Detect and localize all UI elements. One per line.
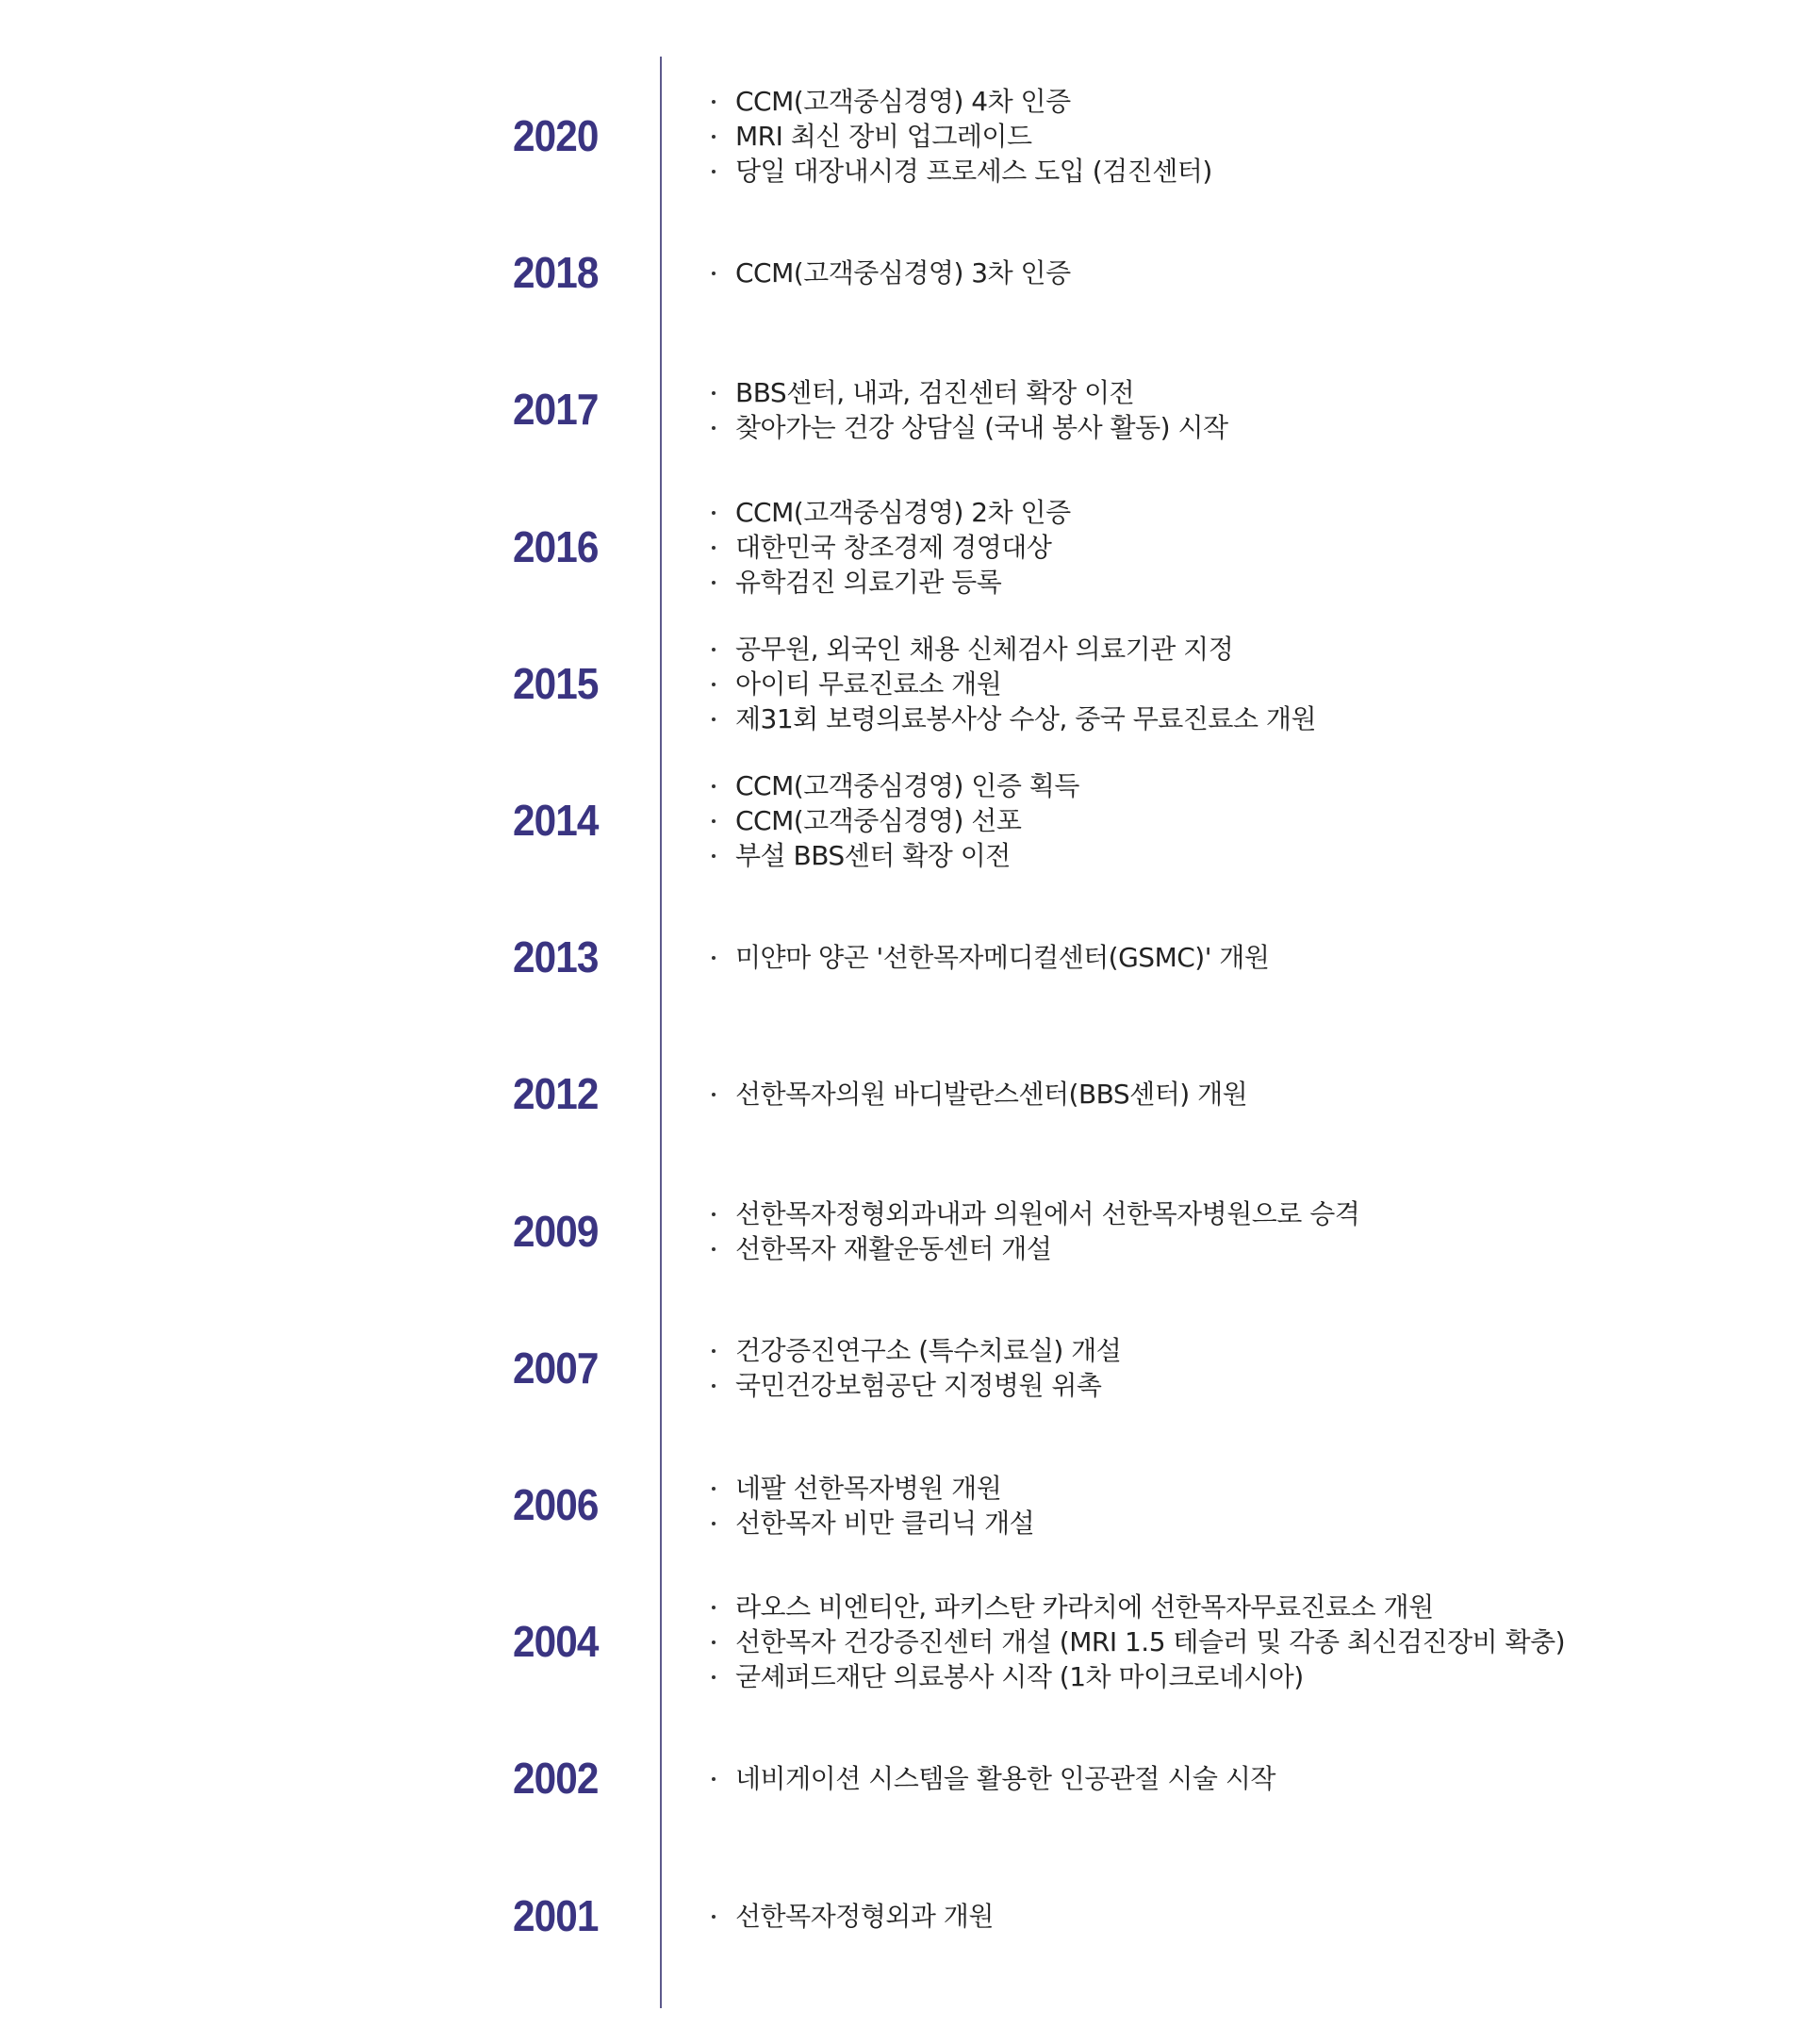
- timeline-year: 2017: [513, 385, 599, 435]
- bullet-dot-icon: [712, 391, 716, 395]
- bullet-dot-icon: [712, 854, 716, 858]
- timeline-event: [709, 701, 1316, 736]
- bullet-dot-icon: [712, 170, 716, 173]
- timeline-event: [709, 1624, 1565, 1659]
- timeline-event-text: 제31회 보령의료봉사상 수상, 중국 무료진료소 개원: [735, 702, 1316, 734]
- timeline-year: 2007: [513, 1343, 599, 1393]
- bullet-dot-icon: [712, 426, 716, 430]
- bullet-dot-icon: [712, 272, 716, 275]
- timeline-entry: [0, 616, 1810, 752]
- timeline-event-list: [709, 341, 1228, 478]
- bullet-dot-icon: [712, 956, 716, 960]
- timeline-event-list: [709, 1437, 1034, 1574]
- timeline-year: 2009: [513, 1206, 599, 1256]
- timeline-event-text: 네비게이션 시스템을 활용한 인공관절 시술 시작: [735, 1763, 1275, 1795]
- timeline-year: 2016: [513, 521, 599, 571]
- timeline-entry: [0, 1163, 1810, 1300]
- timeline-event-text: 아이티 무료진료소 개원: [735, 668, 1002, 700]
- timeline-entry: [0, 1574, 1810, 1710]
- bullet-dot-icon: [712, 1915, 716, 1919]
- timeline-event-text: CCM(고객중심경영) 4차 인증: [735, 86, 1071, 117]
- timeline-event-text: 공무원, 외국인 채용 신체검사 의료기관 지정: [735, 633, 1234, 665]
- timeline-event-text: 선한목자정형외과내과 의원에서 선한목자병원으로 승격: [735, 1198, 1360, 1230]
- bullet-dot-icon: [712, 1093, 716, 1096]
- bullet-dot-icon: [712, 1247, 716, 1251]
- timeline-event: [709, 375, 1228, 410]
- timeline-entry: [0, 479, 1810, 616]
- timeline-year: 2012: [513, 1069, 599, 1119]
- timeline-event: [709, 1077, 1247, 1112]
- timeline-event-text: CCM(고객중심경영) 인증 획득: [735, 770, 1079, 801]
- timeline-entry: [0, 341, 1810, 478]
- timeline-event: [709, 1471, 1034, 1506]
- timeline-event: [709, 667, 1316, 701]
- timeline-event: [709, 632, 1316, 667]
- bullet-dot-icon: [712, 819, 716, 823]
- timeline-event-text: 건강증진연구소 (특수치료실) 개설: [735, 1335, 1122, 1367]
- timeline-event-list: [709, 205, 1071, 341]
- timeline-event: [709, 1196, 1359, 1231]
- timeline-event: [709, 530, 1071, 565]
- bullet-dot-icon: [712, 1384, 716, 1388]
- timeline-event: [709, 1590, 1565, 1624]
- timeline-event: [709, 256, 1071, 290]
- timeline-event-list: [709, 616, 1316, 752]
- bullet-dot-icon: [712, 1522, 716, 1525]
- timeline-event: [709, 838, 1079, 873]
- timeline-event: [709, 768, 1079, 803]
- timeline-event-text: 선한목자 건강증진센터 개설 (MRI 1.5 테슬러 및 각종 최신검진장비 확충): [735, 1626, 1566, 1658]
- timeline-event-text: 선한목자 재활운동센터 개설: [735, 1233, 1052, 1265]
- bullet-dot-icon: [712, 717, 716, 721]
- timeline-event-text: 부설 BBS센터 확장 이전: [735, 840, 1011, 871]
- timeline-year: 2014: [513, 796, 599, 845]
- timeline-event: [709, 154, 1212, 189]
- bullet-dot-icon: [712, 1640, 716, 1644]
- bullet-dot-icon: [712, 1487, 716, 1491]
- timeline-event-list: [709, 1574, 1565, 1710]
- timeline-event: [709, 84, 1212, 119]
- timeline-entry: [0, 889, 1810, 1026]
- timeline-entry: [0, 1710, 1810, 1847]
- timeline-event: [709, 565, 1071, 600]
- bullet-dot-icon: [712, 683, 716, 686]
- bullet-dot-icon: [712, 546, 716, 550]
- timeline-event-text: CCM(고객중심경영) 선포: [735, 805, 1022, 836]
- timeline-year: 2002: [513, 1754, 599, 1804]
- timeline-event-text: 굳셰퍼드재단 의료봉사 시작 (1차 마이크로네시아): [735, 1661, 1304, 1693]
- bullet-dot-icon: [712, 648, 716, 651]
- bullet-dot-icon: [712, 100, 716, 104]
- timeline-event-text: 선한목자의원 바디발란스센터(BBS센터) 개원: [735, 1079, 1248, 1111]
- timeline-year: 2015: [513, 658, 599, 708]
- timeline-event-list: [709, 1163, 1359, 1300]
- timeline-event: [709, 119, 1212, 154]
- timeline-event-text: 미얀마 양곤 '선한목자메디컬센터(GSMC)' 개원: [735, 942, 1270, 974]
- timeline-entry: [0, 1026, 1810, 1162]
- timeline-year: 2013: [513, 932, 599, 982]
- timeline-event: [709, 410, 1228, 445]
- timeline-event-text: BBS센터, 내과, 검진센터 확장 이전: [735, 376, 1135, 408]
- bullet-dot-icon: [712, 1675, 716, 1679]
- timeline-year: 2004: [513, 1617, 599, 1667]
- timeline-event-list: [709, 1848, 994, 1985]
- timeline-event-text: MRI 최신 장비 업그레이드: [735, 121, 1032, 152]
- timeline-event-list: [709, 479, 1071, 616]
- bullet-dot-icon: [712, 1349, 716, 1353]
- timeline-event-list: [709, 68, 1212, 205]
- timeline-event-text: 당일 대장내시경 프로세스 도입 (검진센터): [735, 156, 1212, 187]
- timeline-event-text: 라오스 비엔티안, 파키스탄 카라치에 선한목자무료진료소 개원: [735, 1591, 1434, 1624]
- timeline-event-text: CCM(고객중심경영) 2차 인증: [735, 496, 1071, 528]
- timeline-year: 2018: [513, 248, 599, 298]
- timeline-event: [709, 940, 1269, 975]
- timeline-entry: [0, 1300, 1810, 1437]
- bullet-dot-icon: [712, 1777, 716, 1781]
- bullet-dot-icon: [712, 784, 716, 788]
- timeline-event: [709, 1659, 1565, 1694]
- timeline-event-text: 네팔 선한목자병원 개원: [735, 1472, 1002, 1504]
- timeline-event-text: CCM(고객중심경영) 3차 인증: [735, 257, 1071, 289]
- bullet-dot-icon: [712, 581, 716, 585]
- bullet-dot-icon: [712, 511, 716, 515]
- bullet-dot-icon: [712, 1212, 716, 1216]
- timeline-event-text: 대한민국 창조경제 경영대상: [735, 531, 1052, 563]
- timeline-event-text: 선한목자정형외과 개원: [735, 1900, 994, 1932]
- timeline-event: [709, 803, 1079, 838]
- timeline-event-list: [709, 889, 1269, 1026]
- timeline-event-text: 유학검진 의료기관 등록: [735, 566, 1002, 598]
- timeline-event: [709, 1231, 1359, 1266]
- timeline-event: [709, 1333, 1121, 1368]
- timeline-event: [709, 495, 1071, 530]
- timeline-event-list: [709, 752, 1079, 889]
- timeline-event-list: [709, 1026, 1247, 1162]
- timeline-year: 2006: [513, 1480, 599, 1529]
- timeline-event: [709, 1506, 1034, 1541]
- timeline-entry: [0, 752, 1810, 889]
- bullet-dot-icon: [712, 1606, 716, 1609]
- timeline-event-text: 국민건강보험공단 지정병원 위촉: [735, 1370, 1102, 1402]
- timeline-event-text: 찾아가는 건강 상담실 (국내 봉사 활동) 시작: [735, 411, 1228, 443]
- timeline-event: [709, 1368, 1121, 1403]
- bullet-dot-icon: [712, 135, 716, 139]
- timeline-entry: [0, 1848, 1810, 1985]
- timeline-entry: [0, 1437, 1810, 1574]
- timeline-year: 2001: [513, 1890, 599, 1940]
- timeline-event-list: [709, 1300, 1121, 1437]
- timeline-entry: [0, 205, 1810, 341]
- timeline-year: 2020: [513, 111, 599, 160]
- timeline-event-text: 선한목자 비만 클리닉 개설: [735, 1507, 1035, 1539]
- timeline-entry: [0, 68, 1810, 205]
- timeline-event: [709, 1899, 994, 1934]
- timeline-event-list: [709, 1710, 1275, 1847]
- timeline-event: [709, 1761, 1275, 1796]
